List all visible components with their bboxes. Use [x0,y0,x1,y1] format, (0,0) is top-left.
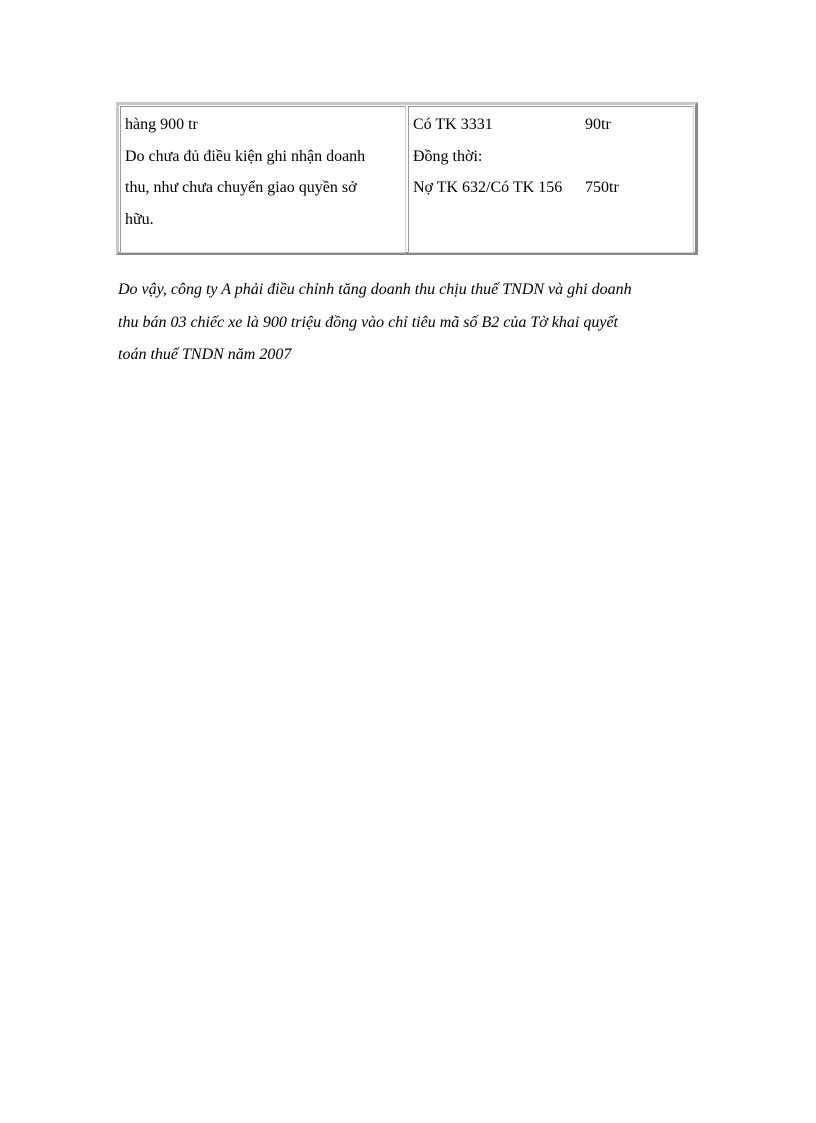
explanation-line: hữu. [125,210,154,228]
journal-row [413,109,689,141]
explanation-cell [120,106,406,253]
explanation-line: Do chưa đủ điều kiện ghi nhận doanh [125,147,366,165]
journal-entry-cell [408,106,694,253]
conclusion-paragraph [118,274,698,372]
journal-account-text: Đồng thời: [413,147,483,165]
explanation-line: thu, như chưa chuyển giao quyền sở [125,179,357,196]
accounting-entry-table [116,102,698,255]
explanation-line: hàng 900 tr [125,116,198,133]
journal-row [413,172,689,204]
journal-account-text: Có TK 3331 [413,116,493,133]
conclusion-line: Do vậy, công ty A phải điều chỉnh tăng doanh thu chịu thuế TNDN và ghi doanh [118,281,632,298]
journal-account-text: Nợ TK 632/Có TK 156 [413,179,563,196]
conclusion-line: toán thuế TNDN năm 2007 [118,346,292,363]
journal-amount: 750tr [585,179,619,196]
journal-amount: 90tr [585,116,611,133]
journal-row [413,141,689,173]
conclusion-line: thu bán 03 chiếc xe là 900 triệu đồng vào chỉ tiêu mã số B2 của Tờ khai quyết [118,313,618,331]
